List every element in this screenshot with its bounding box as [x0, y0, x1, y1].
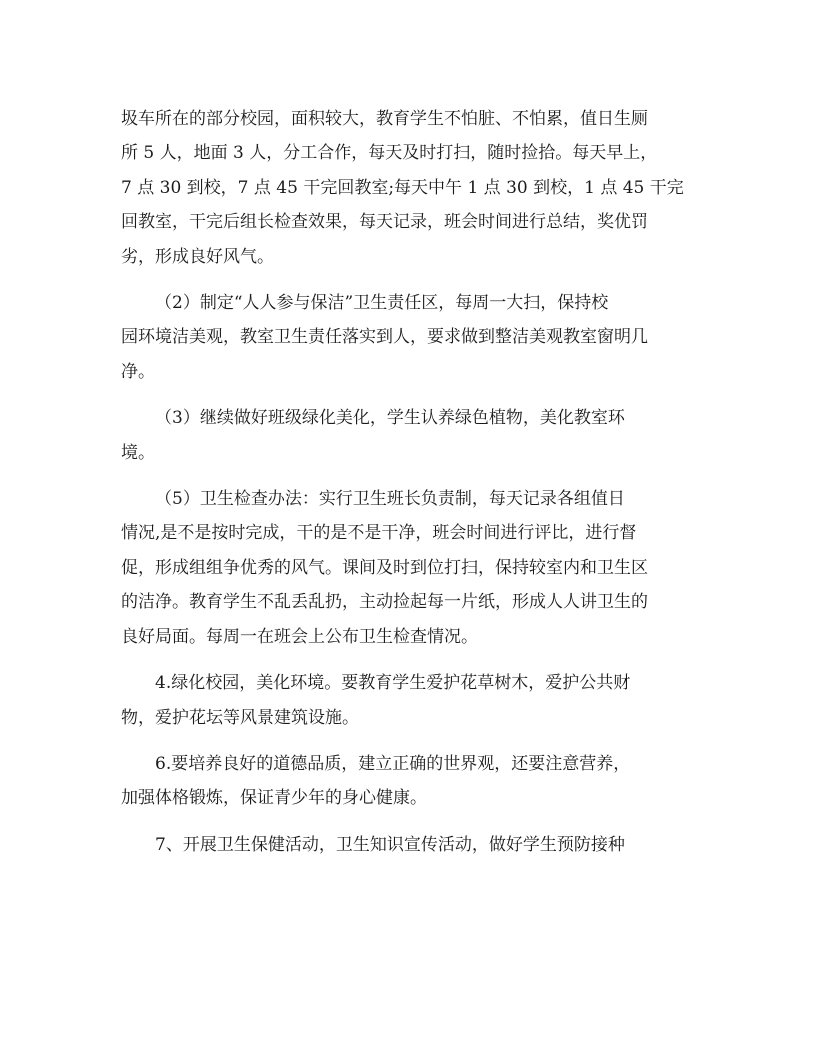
paragraph-item-3: （3）继续做好班级绿化美化，学生认养绿色植物，美化教室环 境。: [121, 408, 625, 463]
paragraph-section-7: 7、开展卫生保健活动，卫生知识宣传活动，做好学生预防接种: [155, 834, 625, 855]
paragraph-continuation: 圾车所在的部分校园，面积较大，教育学生不怕脏、不怕累，值日生厕 所 5 人，地面 3 人，分工合作，每天及时打扫，随时捡拾。每天早上， 7 点 30 到校，7 点 45 干完回教室;每天中午 1 点 30 到校，1 点 45 干完 回教室，干完后组长检查效果，每天记录，班会时间进行总结，奖优罚 劣，形成良好风气。: [121, 109, 684, 267]
paragraph-section-4: 4.绿化校园，美化环境。要教育学生爱护花草树木，爱护公共财 物，爱护花坛等风景建筑设施。: [121, 673, 631, 728]
paragraph-section-6: 6.要培养良好的道德品质，建立正确的世界观，还要注意营养， 加强体格锻炼，保证青少年的身心健康。: [121, 753, 631, 809]
paragraph-item-2: （2）制定“人人参与保洁”卫生责任区，每周一大扫，保持校 园环境洁美观，教室卫生责任落实到人，要求做到整洁美观教室窗明几 净。: [121, 293, 648, 382]
document-body: [121, 102, 699, 874]
paragraph-item-5: （5）卫生检查办法：实行卫生班长负责制，每天记录各组值日 情况,是不是按时完成，干的是不是干净，班会时间进行评比，进行督 促，形成组组争优秀的风气。课间及时到位打扫，保持较室内和卫生区 的洁净。教育学生不乱丢乱扔，主动捡起每一片纸，形成人人讲卫生的 良好局面。每周一在班会上公布卫生检查情况。: [121, 489, 648, 647]
